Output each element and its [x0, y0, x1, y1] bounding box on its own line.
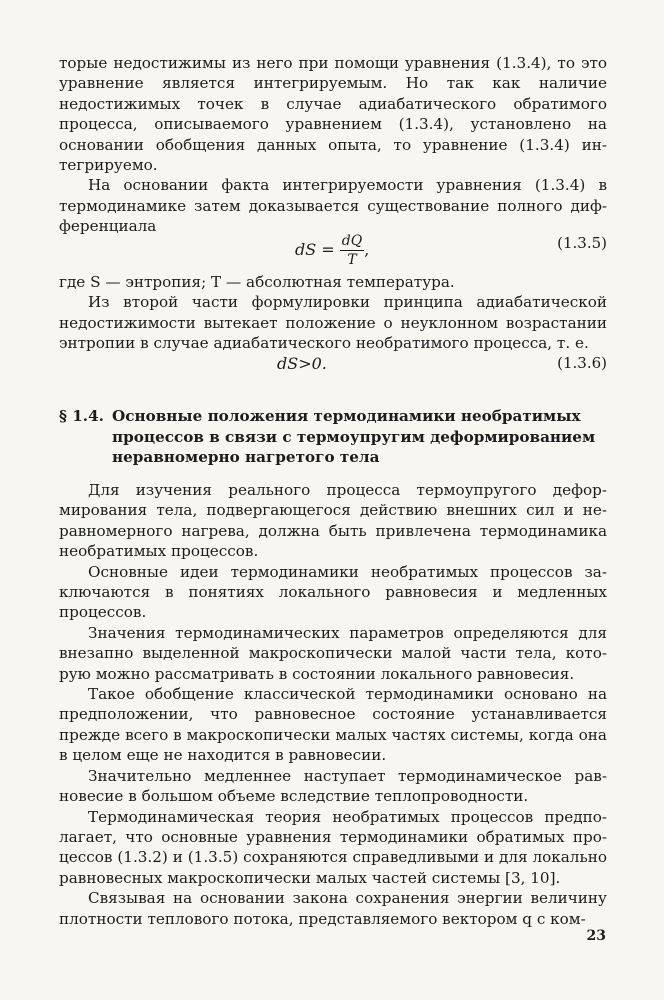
paragraph: Термодинамическая теория необратимых процессов предполагает, что основные уравнения термодинамики обратимых процессов (1.3.2) и (1.3.5) сохраняются справедливыми и для локально равновесных макроскопически малых частей системы [3, 10]. [59, 807, 607, 887]
paragraph: Значительно медленнее наступает термодинамическое равновесие в большом объеме вследствие теплопроводности. [59, 766, 607, 806]
section-title: Основные положения термодинамики необратимых процессов в связи с термоупругим деформированием неравномерно нагретого тела [112, 407, 596, 466]
paragraph: Значения термодинамических параметров определяются для внезапно выделенной макроскопически малой части тела, которую можно рассматривать в состоянии локального равновесия. [59, 623, 607, 683]
paragraph: Связывая на основании закона сохранения энергии величину плотности теплового потока, представляемого вектором q с ком- [59, 889, 607, 928]
formula-equals: = [321, 240, 335, 259]
text-block-top [59, 53, 607, 237]
paragraph: Такое обобщение классической термодинамики основано на предположении, что равновесное состояние устанавливается прежде всего в макроскопически малых частях системы, когда она в целом еще не находится в равновесии. [59, 685, 607, 765]
formula-expression [295, 232, 369, 269]
text-block-middle [59, 272, 607, 354]
section-number: § 1.4. [59, 407, 104, 425]
equation-number: (1.3.5) [557, 234, 607, 252]
paragraph: Для изучения реального процесса термоупругого деформирования тела, подвергающегося действию внешних сил и неравномерного нагрева, должна быть привлечена термодинамика необратимых процессов. [59, 481, 607, 561]
paragraph: Основные идеи термодинамики необратимых процессов заключаются в понятиях локального равновесия и медленных процессов. [59, 562, 607, 622]
equation-1-3-6 [59, 354, 607, 376]
page-number: 23 [586, 928, 606, 944]
definition-line: где S — энтропия; T — абсолютная температура. [59, 273, 455, 291]
paragraph: Из второй части формулировки принципа адиабатической недостижимости вытекает положение о неуклонном возрастании энтропии в случае адиабатического необратимого процесса, т. е. [59, 293, 607, 353]
equation-1-3-5 [59, 222, 607, 268]
fraction-denominator: T [347, 252, 357, 268]
section-heading [59, 406, 607, 468]
paragraph: На основании факта интегрируемости уравнения (1.3.4) в термодинамике затем доказывается существование полного дифференциала [59, 176, 607, 236]
formula-expression: dS>0. [277, 354, 327, 373]
formula-fraction [340, 232, 364, 269]
fraction-numerator: dQ [341, 233, 363, 249]
formula-lhs: dS [295, 240, 317, 259]
formula-comma: , [364, 240, 370, 259]
paragraph: торые недостижимы из него при помощи уравнения (1.3.4), то это уравнение является интегрируемым. Но так как наличие недостижимых точек в случае адиабатического обратимого процесса, описываемого уравнением (1.3.4), установлено на основании обобщения данных опыта, то уравнение (1.3.4) интегрируемо. [59, 54, 607, 175]
equation-number: (1.3.6) [557, 354, 607, 372]
text-block-bottom [59, 480, 607, 929]
